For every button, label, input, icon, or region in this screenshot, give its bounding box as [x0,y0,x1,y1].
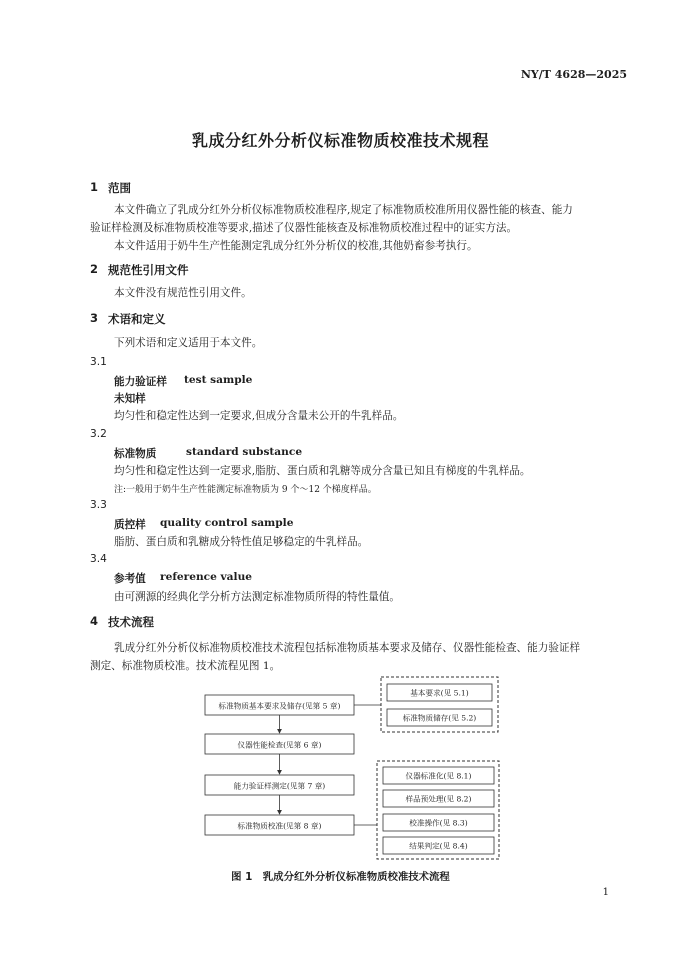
term-3-3-definition: 脂肪、蛋白质和乳糖成分特性值足够稳定的牛乳样品。 [114,536,369,548]
section-2-paragraph: 本文件没有规范性引用文件。 [114,287,252,299]
term-3-1-definition: 均匀性和稳定性达到一定要求,但成分含量未公开的牛乳样品。 [114,410,404,422]
term-3-2-chinese: 标准物质 [114,448,157,460]
svg-text:能力验证样测定(见第 7 章): 能力验证样测定(见第 7 章) [233,781,326,791]
page-number: 1 [602,887,609,898]
term-3-2-english: standard substance [186,446,303,458]
section-4-number: 4 [90,614,99,628]
section-1-paragraph-1-line-1: 本文件确立了乳成分红外分析仪标准物质校准程序,规定了标准物质校准所用仪器性能的核查、能力 [114,204,573,216]
svg-text:仪器性能检查(见第 6 章): 仪器性能检查(见第 6 章) [237,740,322,750]
group-1-item-2 [387,709,492,726]
section-1-number: 1 [90,180,99,194]
term-3-3-number: 3.3 [90,499,107,511]
term-3-2-definition: 均匀性和稳定性达到一定要求,脂肪、蛋白质和乳糖等成分含量已知且有梯度的牛乳样品。 [114,465,531,477]
term-3-4-english: reference value [160,571,253,583]
section-3-heading: 术语和定义 [108,312,166,326]
term-3-4-definition: 由可溯源的经典化学分析方法测定标准物质所得的特性量值。 [114,591,401,603]
group-1-item-1 [387,684,492,701]
svg-text:标准物质储存(见 5.2): 标准物质储存(见 5.2) [402,713,477,723]
term-3-1-english: test sample [184,374,253,386]
group-2-item-3 [383,814,494,831]
term-3-2-number: 3.2 [90,428,107,440]
section-2-heading: 规范性引用文件 [108,263,189,277]
svg-text:结果判定(见 8.4): 结果判定(见 8.4) [409,841,468,851]
term-3-4-number: 3.4 [90,553,107,565]
term-3-1-alternative: 未知样 [114,393,146,405]
standard-number: NY/T 4628—2025 [520,68,627,81]
term-3-3-english: quality control sample [160,517,294,529]
section-3-number: 3 [90,311,99,325]
flow-step-3 [205,775,354,795]
svg-text:基本要求(见 5.1): 基本要求(见 5.1) [410,688,469,698]
svg-text:校准操作(见 8.3): 校准操作(见 8.3) [409,818,468,828]
figure-caption: 图 1 乳成分红外分析仪标准物质校准技术流程 [231,871,450,883]
section-4-paragraph-line-2: 测定、标准物质校准。技术流程见图 1。 [90,660,281,672]
flow-step-4 [205,815,354,835]
section-4-heading: 技术流程 [108,615,154,629]
term-3-2-note: 注:一般用于奶牛生产性能测定标准物质为 9 个～12 个梯度样品。 [114,485,377,495]
flow-step-1 [205,695,354,715]
section-1-paragraph-2: 本文件适用于奶牛生产性能测定乳成分红外分析仪的校准,其他奶畜参考执行。 [114,240,478,252]
section-1-heading: 范围 [108,181,131,195]
section-3-intro: 下列术语和定义适用于本文件。 [114,337,263,349]
svg-text:样品预处理(见 8.2): 样品预处理(见 8.2) [405,794,472,804]
group-2-item-1 [383,767,494,784]
term-3-3-chinese: 质控样 [114,519,146,531]
svg-text:仪器标准化(见 8.1): 仪器标准化(见 8.1) [405,771,472,781]
group-2-item-4 [383,837,494,854]
flow-step-2 [205,734,354,754]
document-title: 乳成分红外分析仪标准物质校准技术规程 [191,131,489,150]
term-3-1-number: 3.1 [90,356,107,368]
term-3-4-chinese: 参考值 [114,573,146,585]
section-2-number: 2 [90,262,99,276]
section-4-paragraph-line-1: 乳成分红外分析仪标准物质校准技术流程包括标准物质基本要求及储存、仪器性能检查、能力验证样 [114,642,581,654]
svg-text:标准物质基本要求及储存(见第 5 章): 标准物质基本要求及储存(见第 5 章) [218,701,341,711]
group-1-container [381,677,498,732]
section-1-paragraph-1-line-2: 验证样检测及标准物质校准等要求,描述了仪器性能核查及标准物质校准过程中的证实方法。 [90,222,518,234]
svg-text:标准物质校准(见第 8 章): 标准物质校准(见第 8 章) [237,821,322,831]
term-3-1-chinese: 能力验证样 [114,376,167,388]
group-2-item-2 [383,790,494,807]
